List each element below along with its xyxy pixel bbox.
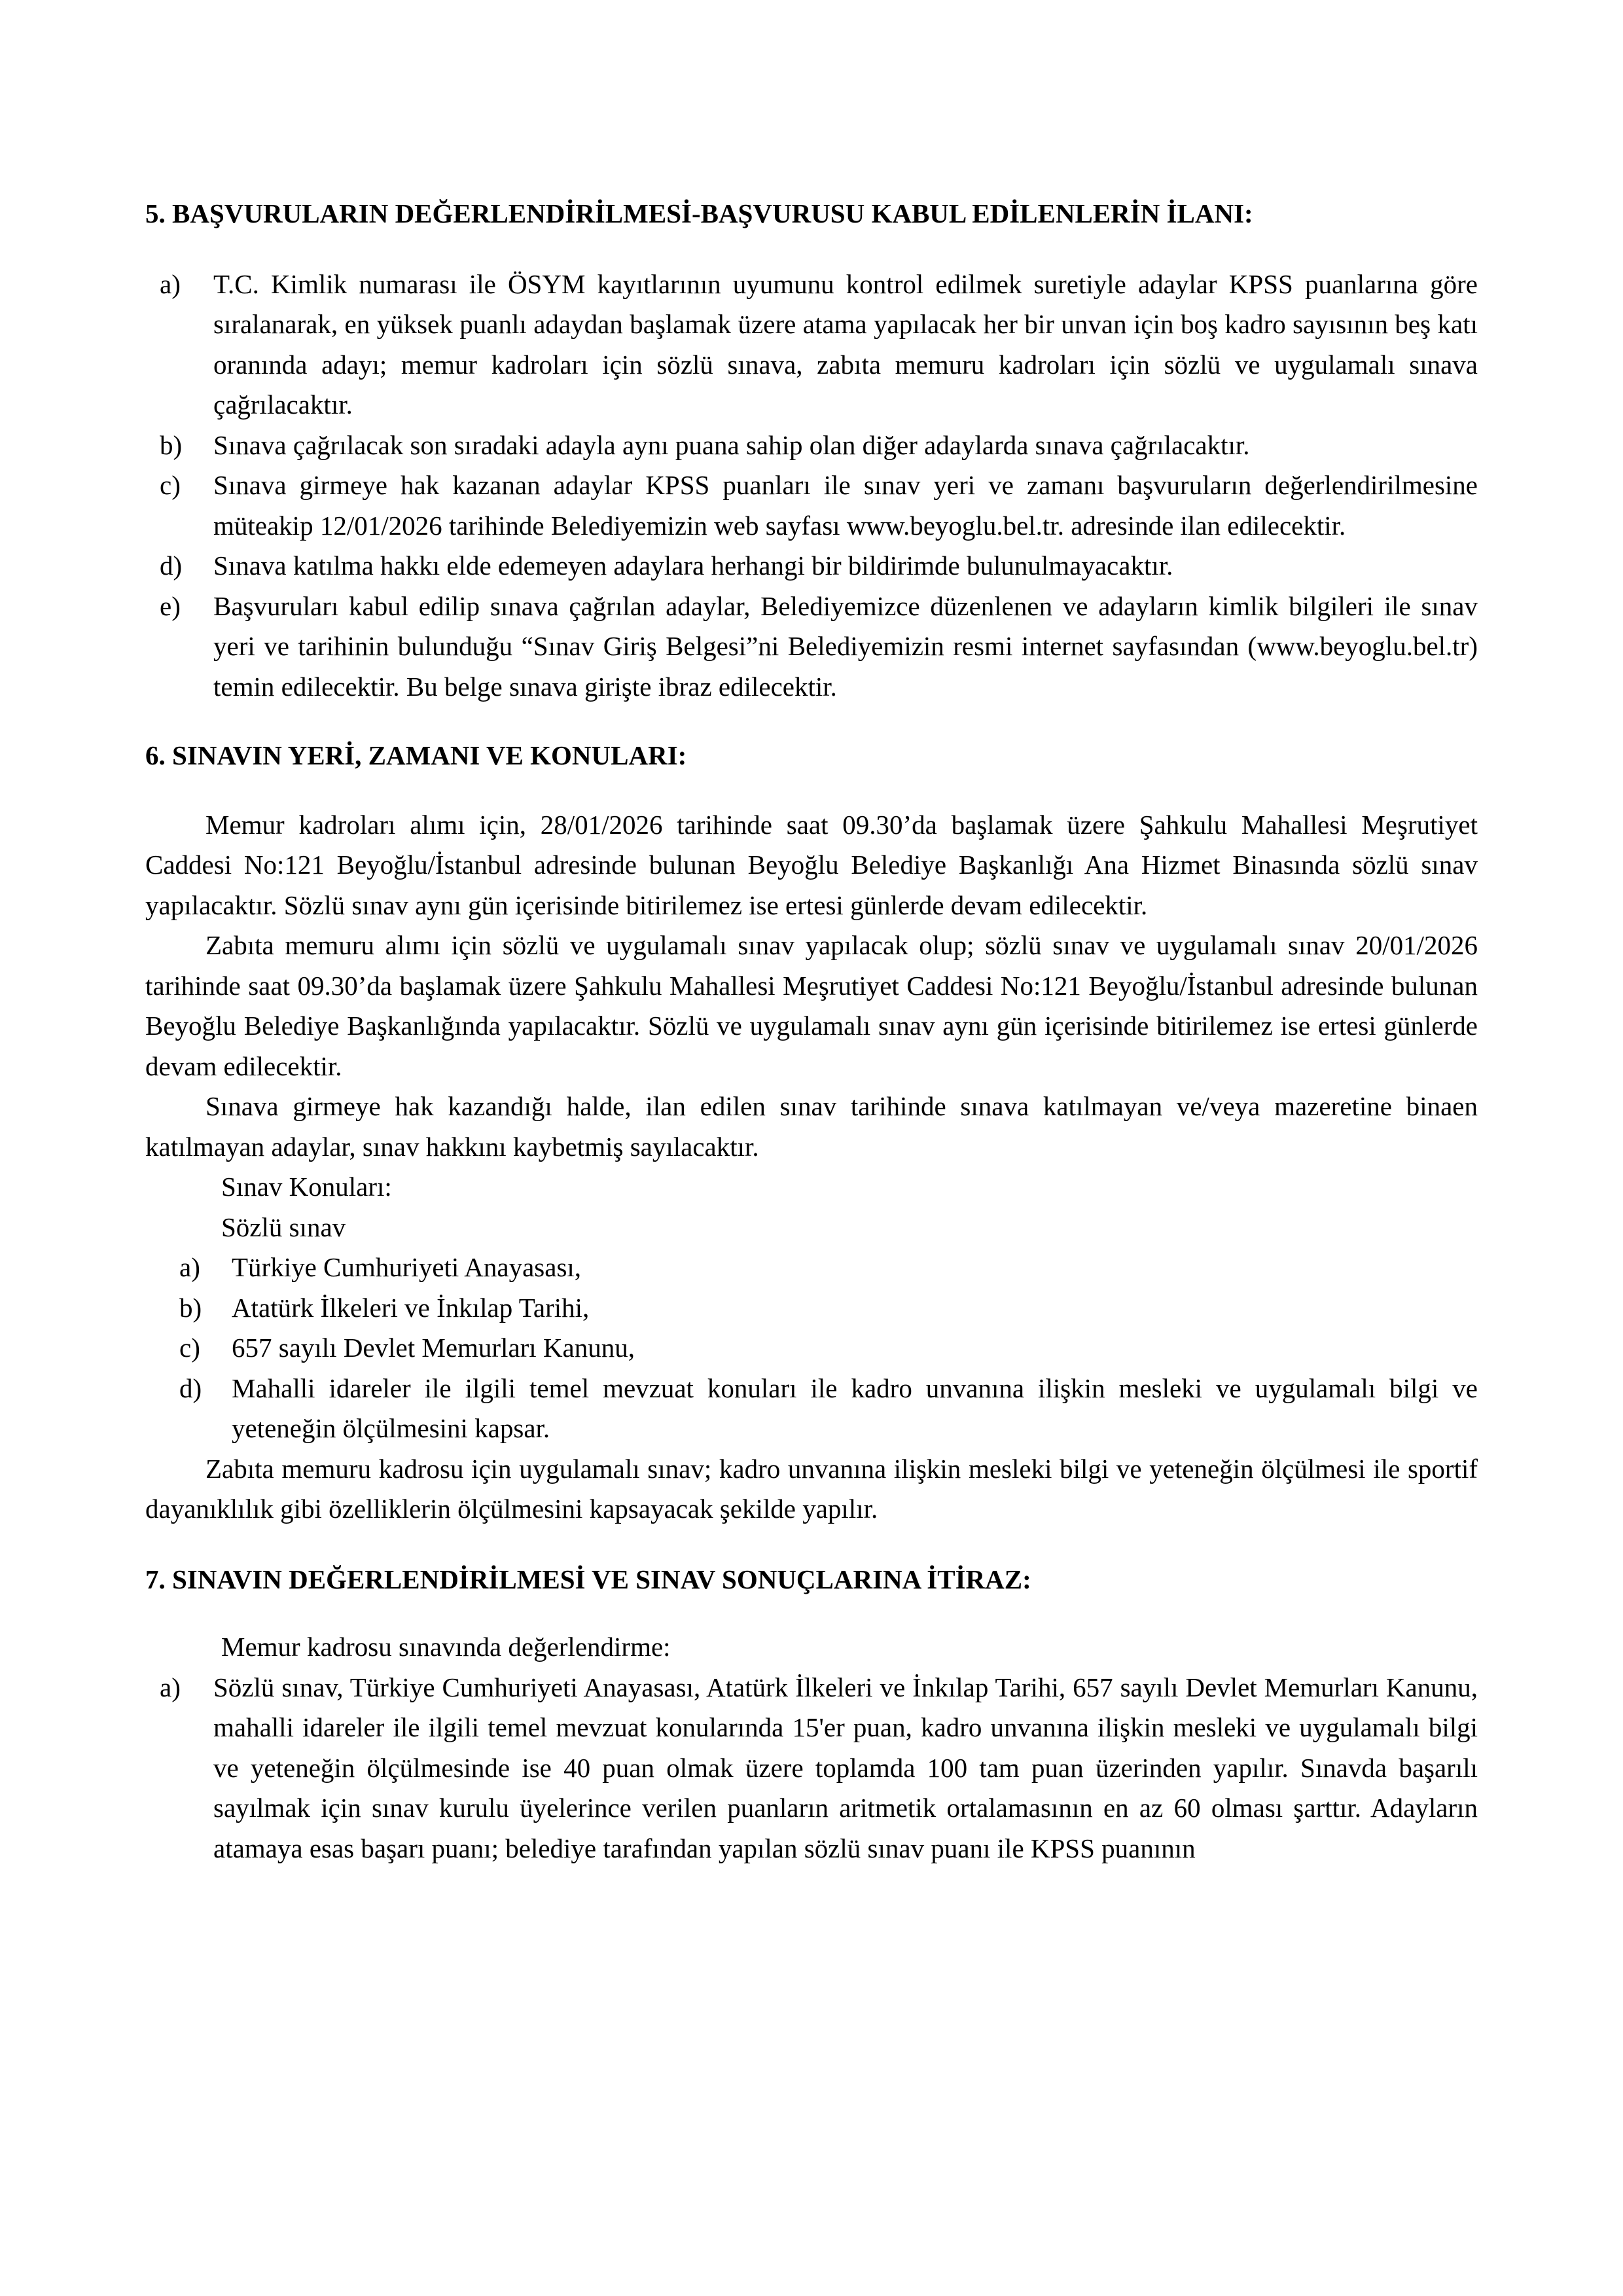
list-item-text: Sınava katılma hakkı elde edemeyen adaylara herhangi bir bildirimde bulunulmayacaktır.: [213, 550, 1173, 581]
section-5-heading: 5. BAŞVURULARIN DEĞERLENDİRİLMESİ-BAŞVURUSU KABUL EDİLENLERİN İLANI:: [145, 198, 1253, 228]
list-marker: c): [179, 1333, 200, 1363]
list-item: [145, 425, 1478, 466]
list-item-text: Atatürk İlkeleri ve İnkılap Tarihi,: [232, 1292, 590, 1323]
section-6-closing-paragraph: Zabıta memuru kadrosu için uygulamalı sınav; kadro unvanına ilişkin mesleki bilgi ve yeteneğin ölçülmesi ile sportif dayanıklılık gibi özelliklerin ölçülmesini kapsayacak şekilde yapılır.: [145, 1453, 1478, 1524]
list-item-text: Mahalli idareler ile ilgili temel mevzuat konuları ile kadro unvanına ilişkin mesleki ve uygulamalı bilgi ve yeteneğin ölçülmesini kapsar.: [232, 1372, 1478, 1443]
list-marker: b): [160, 429, 183, 460]
section-6-paragraph-3: Sınava girmeye hak kazandığı halde, ilan edilen sınav tarihinde sınava katılmayan ve/veya mazeretine binaen katılmayan adaylar, sınav hakkını kaybetmiş sayılacaktır.: [145, 1091, 1478, 1162]
list-marker: c): [160, 470, 181, 500]
spacer: [145, 707, 1478, 736]
list-item: [145, 1369, 1478, 1449]
section-7-intro: Memur kadrosu sınavında değerlendirme:: [221, 1632, 671, 1662]
list-item: [145, 546, 1478, 586]
list-marker: e): [160, 590, 181, 621]
section-5-list: [145, 264, 1478, 708]
list-marker: a): [160, 268, 181, 299]
list-marker: d): [160, 550, 183, 581]
list-item-text: T.C. Kimlik numarası ile ÖSYM kayıtlarının uyumunu kontrol edilmek suretiyle adaylar KPSS puanlarına göre sıralanarak, en yüksek puanlı adaydan başlamak üzere atama yapılacak her bir unvan için boş kadro sayısının beş katı oranında adayı; memur kadroları için sözlü sınava, zabıta memuru kadroları için sözlü ve uygulamalı sınava çağrılacaktır.: [213, 268, 1478, 420]
list-marker: a): [179, 1252, 200, 1282]
list-item: [145, 264, 1478, 425]
spacer: [145, 234, 1478, 264]
list-item-text: Başvuruları kabul edilip sınava çağrılan adaylar, Belediyemizce düzenlenen ve adayların kimlik bilgileri ile sınav yeri ve tarihinin bulunduğu “Sınav Giriş Belgesi”ni Belediyemizin resmi internet sayfasından (www.beyoglu.bel.tr) temin edilecektir. Bu belge sınava girişte ibraz edilecektir.: [213, 590, 1478, 702]
list-item: [145, 1668, 1478, 1869]
list-item: [145, 586, 1478, 708]
list-marker: a): [160, 1672, 181, 1702]
spacer: [145, 1530, 1478, 1560]
list-item: [145, 1328, 1478, 1369]
list-marker: d): [179, 1372, 202, 1403]
exam-subjects-label: Sınav Konuları:: [221, 1172, 392, 1202]
section-7-list: [145, 1668, 1478, 1869]
list-item-text: Sözlü sınav, Türkiye Cumhuriyeti Anayasası, Atatürk İlkeleri ve İnkılap Tarihi, 657 sayılı Devlet Memurları Kanunu, mahalli idareler ile ilgili temel mevzuat konularında 15'er puan, kadro unvanına ilişkin mesleki ve uygulamalı bilgi ve yeteneğin ölçülmesinde ise 40 puan olmak üzere toplamda 100 tam puan üzerinden yapılır. Sınavda başarılı sayılmak için sınav kurulu üyelerince verilen puanların aritmetik ortalamasının en az 60 olması şarttır. Adayların atamaya esas başarı puanı; belediye tarafından yapılan sözlü sınav puanı ile KPSS puanının: [213, 1672, 1478, 1863]
list-item: [145, 465, 1478, 546]
spacer: [145, 776, 1478, 805]
section-6-heading: 6. SINAVIN YERİ, ZAMANI VE KONULARI:: [145, 740, 687, 770]
section-6-paragraph-1: Memur kadroları alımı için, 28/01/2026 tarihinde saat 09.30’da başlamak üzere Şahkulu Mahallesi Meşrutiyet Caddesi No:121 Beyoğlu/İstanbul adresinde bulunan Beyoğlu Belediye Başkanlığı Ana Hizmet Binasında sözlü sınav yapılacaktır. Sözlü sınav aynı gün içerisinde bitirilemez ise ertesi günlerde devam edilecektir.: [145, 809, 1478, 920]
list-item: [145, 1247, 1478, 1288]
list-item: [145, 1288, 1478, 1329]
list-item-text: 657 sayılı Devlet Memurları Kanunu,: [232, 1333, 635, 1363]
section-7-heading: 7. SINAVIN DEĞERLENDİRİLMESİ VE SINAV SONUÇLARINA İTİRAZ:: [145, 1564, 1031, 1594]
list-item-text: Türkiye Cumhuriyeti Anayasası,: [232, 1252, 582, 1282]
list-item-text: Sınava girmeye hak kazanan adaylar KPSS puanları ile sınav yeri ve zamanı başvuruların değerlendirilmesine müteakip 12/01/2026 tarihinde Belediyemizin web sayfası www.beyoglu.bel.tr. adresinde ilan edilecektir.: [213, 470, 1478, 541]
list-item-text: Sınava çağrılacak son sıradaki adayla aynı puana sahip olan diğer adaylarda sınava çağrılacaktır.: [213, 429, 1250, 460]
list-marker: b): [179, 1292, 202, 1323]
exam-subjects-list: [145, 1247, 1478, 1449]
oral-exam-label: Sözlü sınav: [221, 1211, 346, 1242]
spacer: [145, 1600, 1478, 1627]
section-6-paragraph-2: Zabıta memuru alımı için sözlü ve uygulamalı sınav yapılacak olup; sözlü sınav ve uygulamalı sınav 20/01/2026 tarihinde saat 09.30’da başlamak üzere Şahkulu Mahallesi Meşrutiyet Caddesi No:121 Beyoğlu/İstanbul adresinde bulunan Beyoğlu Belediye Başkanlığında yapılacaktır. Sözlü ve uygulamalı sınav aynı gün içerisinde bitirilemez ise ertesi günlerde devam edilecektir.: [145, 930, 1478, 1081]
